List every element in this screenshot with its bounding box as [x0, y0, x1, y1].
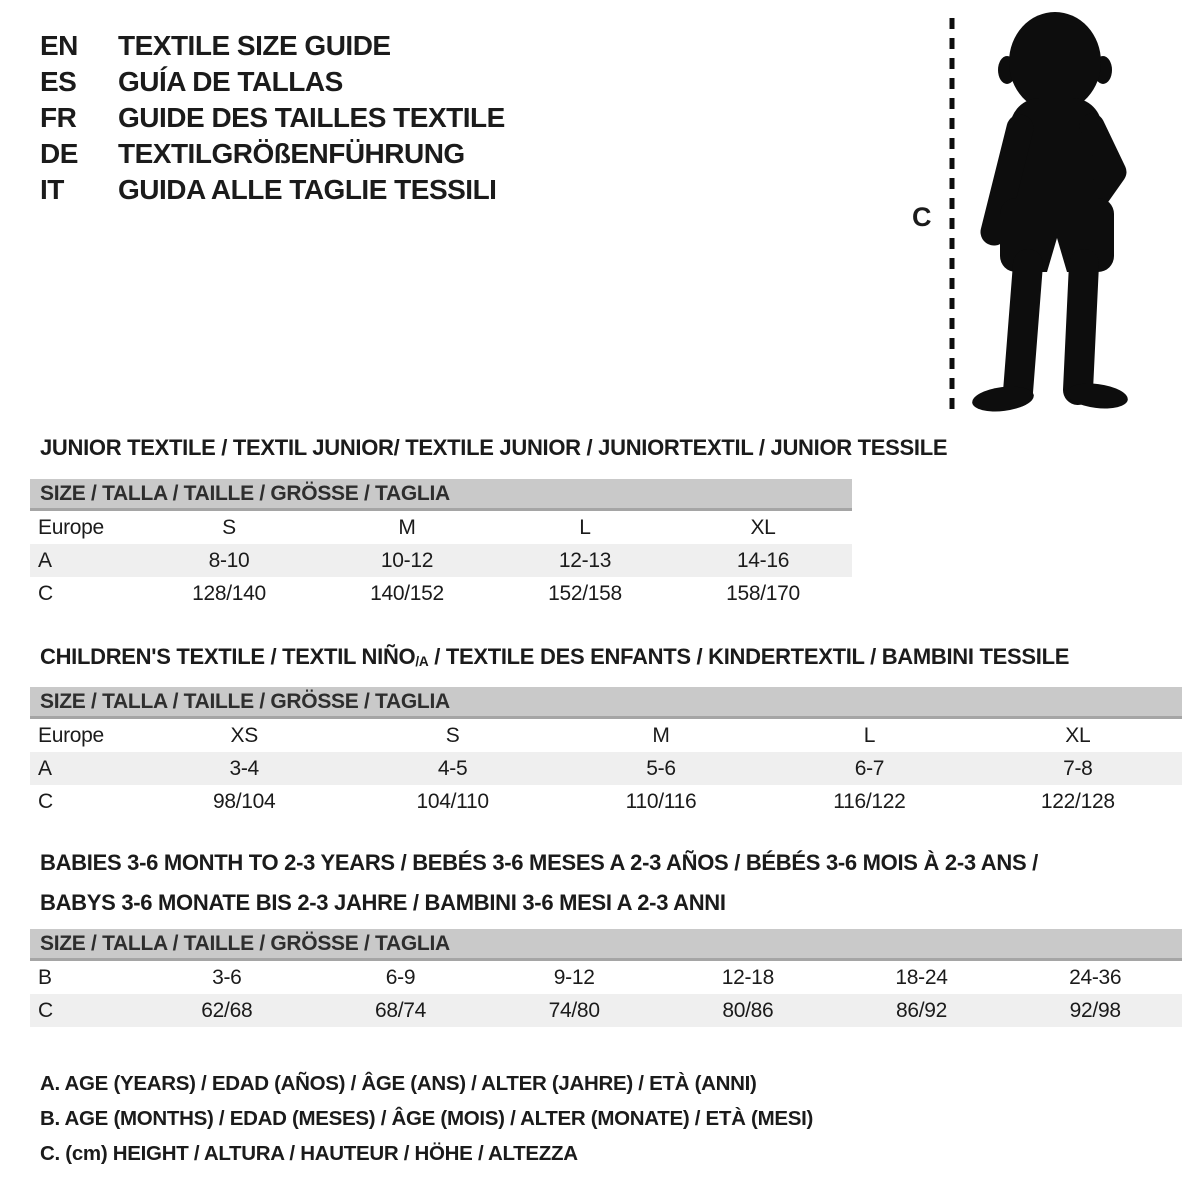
- babies-size-table-body: [30, 961, 1182, 1027]
- table-cell: 3-4: [229, 756, 259, 780]
- table-cell: 5-6: [646, 756, 676, 780]
- height-figure: [900, 0, 1200, 430]
- table-cell: 6-9: [385, 965, 416, 989]
- children-title-post: / TEXTILE DES ENFANTS / KINDERTEXTIL / BAMBINI TESSILE: [428, 644, 1070, 669]
- table-cell: 6-7: [854, 756, 885, 780]
- language-code: EN: [40, 30, 78, 61]
- table-cell: 110/116: [625, 789, 697, 813]
- language-row-es: [40, 64, 505, 100]
- language-code: DE: [40, 138, 78, 169]
- footnote-age-years: A. AGE (YEARS) / EDAD (AÑOS) / ÂGE (ANS) / ALTER (JAHRE) / ETÀ (ANNI): [40, 1071, 757, 1095]
- table-row: [30, 511, 852, 544]
- language-list: [40, 28, 505, 208]
- table-cell: 152/158: [548, 581, 622, 605]
- size-table-header-label: SIZE / TALLA / TAILLE / GRÖSSE / TAGLIA: [40, 481, 450, 505]
- table-cell: 68/74: [374, 998, 427, 1022]
- table-cell: S: [445, 723, 460, 747]
- table-row: [30, 719, 1182, 752]
- table-cell: 140/152: [370, 581, 444, 605]
- table-cell: 74/80: [548, 998, 600, 1022]
- language-title: TEXTILGRÖßENFÜHRUNG: [118, 138, 465, 169]
- table-cell: XL: [1065, 723, 1091, 747]
- size-table-header-label: SIZE / TALLA / TAILLE / GRÖSSE / TAGLIA: [40, 689, 450, 713]
- language-title: GUÍA DE TALLAS: [118, 66, 343, 97]
- babies-title-line2: BABYS 3-6 MONATE BIS 2-3 JAHRE / BAMBINI 3-6 MESI A 2-3 ANNI: [40, 890, 726, 915]
- table-cell: 116/122: [833, 789, 906, 813]
- language-row-fr: [40, 100, 505, 136]
- table-cell: 12-13: [558, 548, 612, 572]
- footnote-age-months: B. AGE (MONTHS) / EDAD (MESES) / ÂGE (MOIS) / ALTER (MONATE) / ETÀ (MESI): [40, 1106, 814, 1130]
- language-row-de: [40, 136, 505, 172]
- table-cell: XS: [230, 723, 258, 747]
- footnotes: [40, 1066, 813, 1171]
- children-section-title: [40, 643, 1069, 673]
- size-table-header: [30, 929, 1182, 961]
- table-cell: 158/170: [726, 581, 800, 605]
- table-cell: 86/92: [895, 998, 948, 1022]
- row-label: Europe: [38, 515, 104, 539]
- row-label: C: [38, 789, 53, 813]
- language-row-it: [40, 172, 505, 208]
- row-label: B: [38, 965, 52, 989]
- row-label: A: [38, 756, 52, 780]
- table-cell: 98/104: [212, 789, 276, 813]
- row-label: C: [38, 998, 53, 1022]
- table-cell: M: [398, 515, 416, 539]
- language-code: IT: [40, 174, 64, 205]
- toddler-silhouette-icon: [900, 0, 1200, 430]
- table-cell: 8-10: [208, 548, 250, 572]
- size-table-header: [30, 687, 1182, 719]
- table-cell: 24-36: [1069, 965, 1122, 989]
- table-row: [30, 752, 1182, 785]
- row-label: Europe: [38, 723, 104, 747]
- table-cell: 128/140: [192, 581, 266, 605]
- table-cell: 80/86: [722, 998, 774, 1022]
- table-cell: L: [863, 723, 876, 747]
- table-row: [30, 544, 852, 577]
- children-title-pre: CHILDREN'S TEXTILE / TEXTIL NIÑO: [40, 644, 416, 669]
- language-code: ES: [40, 66, 77, 97]
- language-code: FR: [40, 102, 77, 133]
- footnote-height-cm: C. (cm) HEIGHT / ALTURA / HAUTEUR / HÖHE / ALTEZZA: [40, 1141, 578, 1165]
- junior-section-title: JUNIOR TEXTILE / TEXTIL JUNIOR/ TEXTILE JUNIOR / JUNIORTEXTIL / JUNIOR TESSILE: [40, 435, 948, 460]
- babies-title-line1: BABIES 3-6 MONTH TO 2-3 YEARS / BEBÉS 3-6 MESES A 2-3 AÑOS / BÉBÉS 3-6 MOIS À 2-3 ANS /: [40, 850, 1038, 875]
- table-cell: 3-6: [212, 965, 242, 989]
- height-measure-label: C: [912, 202, 932, 232]
- table-cell: S: [222, 515, 236, 539]
- table-row: [30, 994, 1182, 1027]
- table-row: [30, 785, 1182, 818]
- row-label: A: [38, 548, 52, 572]
- table-cell: XL: [750, 515, 776, 539]
- size-table-header-label: SIZE / TALLA / TAILLE / GRÖSSE / TAGLIA: [40, 931, 450, 955]
- language-title: GUIDA ALLE TAGLIE TESSILI: [118, 174, 497, 205]
- table-cell: 104/110: [416, 789, 489, 813]
- row-label: C: [38, 581, 53, 605]
- table-cell: 4-5: [437, 756, 468, 780]
- table-cell: M: [652, 723, 670, 747]
- table-cell: 62/68: [201, 998, 253, 1022]
- children-title-sub: /A: [415, 653, 429, 669]
- toddler-silhouette-shape: [971, 12, 1129, 415]
- babies-section-title: [40, 843, 1038, 923]
- table-row: [30, 961, 1182, 994]
- table-cell: 92/98: [1069, 998, 1121, 1022]
- table-cell: 7-8: [1063, 756, 1093, 780]
- children-size-table: [30, 687, 1182, 818]
- table-cell: L: [579, 515, 591, 539]
- table-cell: 12-18: [721, 965, 774, 989]
- language-row-en: [40, 28, 505, 64]
- babies-size-table: [30, 929, 1182, 1027]
- junior-size-table: [30, 479, 852, 610]
- table-cell: 10-12: [380, 548, 434, 572]
- size-table-header: [30, 479, 852, 511]
- table-cell: 14-16: [736, 548, 790, 572]
- language-title: TEXTILE SIZE GUIDE: [118, 30, 391, 61]
- table-cell: 122/128: [1040, 789, 1115, 813]
- junior-size-table-body: [30, 511, 852, 610]
- children-size-table-body: [30, 719, 1182, 818]
- table-row: [30, 577, 852, 610]
- language-title: GUIDE DES TAILLES TEXTILE: [118, 102, 505, 133]
- table-cell: 18-24: [895, 965, 948, 989]
- table-cell: 9-12: [553, 965, 595, 989]
